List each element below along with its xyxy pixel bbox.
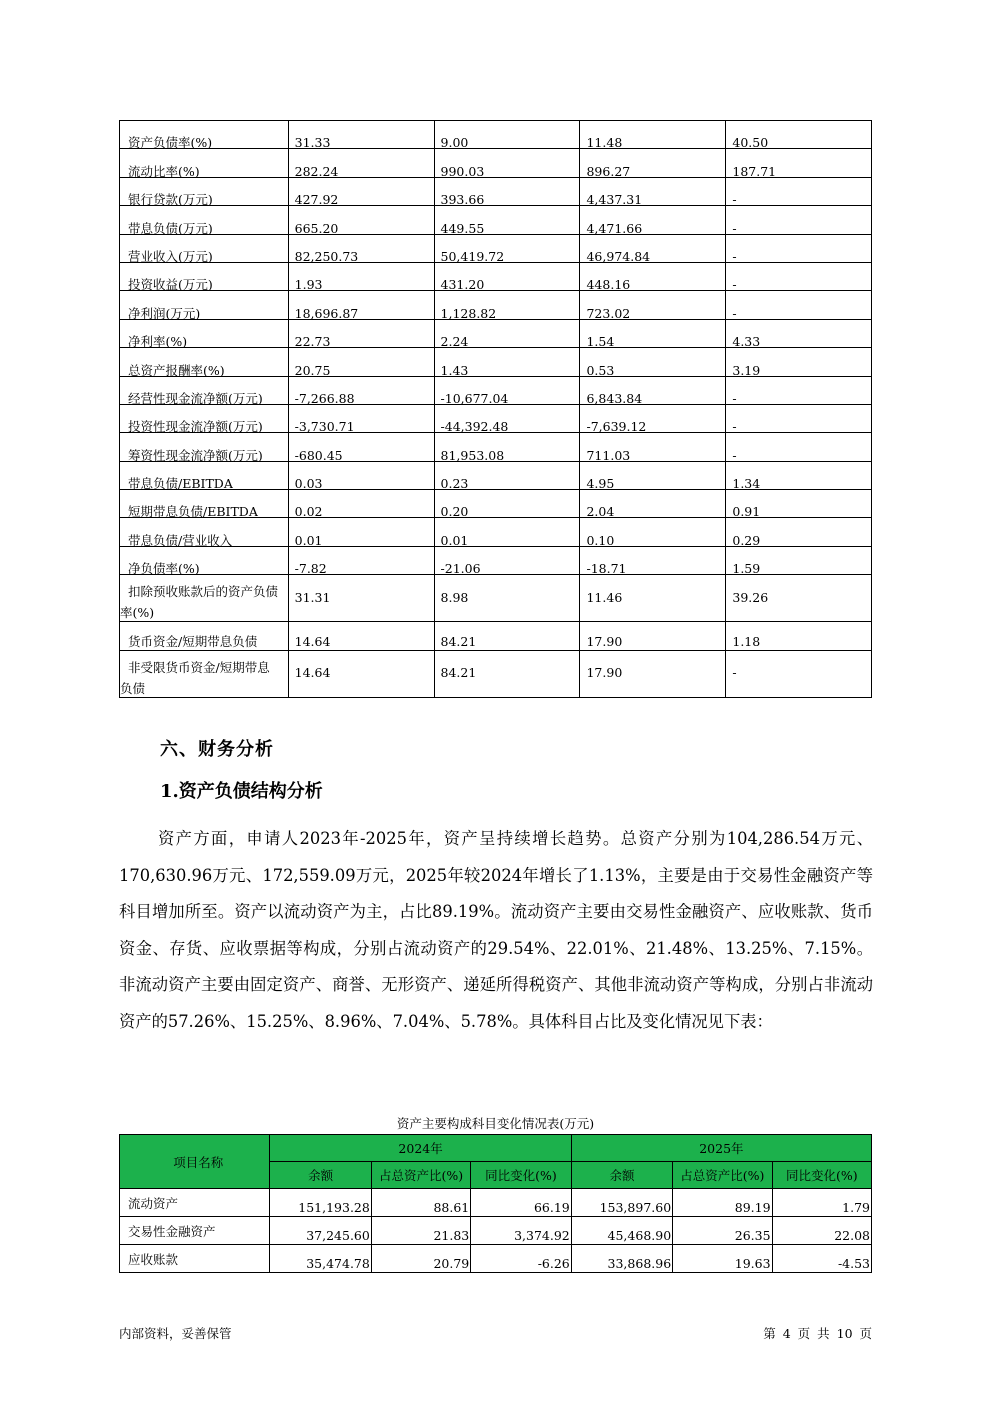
asset-value: -6.26 xyxy=(471,1245,572,1273)
metric-value: 84.21 xyxy=(434,650,580,697)
asset-value: 153,897.60 xyxy=(571,1189,672,1217)
table-row xyxy=(120,461,872,489)
metric-label xyxy=(120,490,289,518)
metric-label-text: 总资产报酬率(%) xyxy=(128,362,225,378)
metric-value xyxy=(726,461,872,492)
header-balance: 余额 xyxy=(270,1162,371,1189)
asset-value: 1.79 xyxy=(772,1189,871,1217)
metric-value: 11.46 xyxy=(580,575,726,622)
metric-value xyxy=(580,291,726,319)
table-row xyxy=(120,376,872,404)
metric-value xyxy=(434,518,580,546)
metric-value-text: -7,639.12 xyxy=(586,419,647,435)
metric-value-text: 2.24 xyxy=(440,334,469,350)
metric-value-text: 449.55 xyxy=(440,220,485,236)
metric-value xyxy=(726,121,872,149)
metric-value-text: 0.02 xyxy=(294,504,323,520)
metric-value: 1.18 xyxy=(726,622,872,650)
analysis-paragraph: 资产方面，申请人2023年-2025年，资产呈持续增长趋势。总资产分别为104,286.54万元、170,630.96万元、172,559.09万元，2025年较2024年增长了1.13%，主要是由于交易性金融资产等科目增加所至。资产以流动资产为主，占比89.19%。流动资产主要由交易性金融资产、应收账款、货币资金、存货、应收票据等构成，分别占流动资产的29.54%、22.01%、21.48%、13.25%、7.15%。非流动资产主要由固定资产、商誉、无形资产、递延所得税资产、其他非流动资产等构成，分别占非流动资产的57.26%、15.25%、8.96%、7.04%、5.78%。具体科目占比及变化情况见下表： xyxy=(119,829,873,1031)
metric-value-text: - xyxy=(732,447,737,463)
table-row xyxy=(120,262,872,290)
metric-value-text: 0.91 xyxy=(732,504,761,520)
metric-value-text: 4,437.31 xyxy=(586,192,643,208)
metric-value xyxy=(288,490,434,518)
metric-value-text: 1.59 xyxy=(732,561,761,577)
metric-value xyxy=(726,291,872,319)
asset-value: 20.79 xyxy=(371,1245,470,1273)
metric-value xyxy=(434,262,580,293)
table-row xyxy=(120,291,872,319)
metric-value-text: 0.10 xyxy=(586,532,615,548)
metric-value: 84.21 xyxy=(434,622,580,650)
metric-value-text: 282.24 xyxy=(294,163,339,179)
metric-value: 8.98 xyxy=(434,575,580,622)
metric-label xyxy=(120,348,289,376)
metric-value-text: -3,730.71 xyxy=(294,419,355,435)
metric-label-text: 流动比率(%) xyxy=(128,163,200,179)
metric-label-text: 银行贷款(万元) xyxy=(128,192,213,208)
metric-value xyxy=(580,206,726,234)
metric-value-text: - xyxy=(732,305,737,321)
asset-value: 45,468.90 xyxy=(571,1217,672,1245)
asset-item-name: 应收账款 xyxy=(120,1245,270,1273)
metric-value-text: 22.73 xyxy=(294,334,331,350)
asset-value: 3,374.92 xyxy=(471,1217,572,1245)
table-row xyxy=(120,234,872,262)
metric-value-text: 0.01 xyxy=(440,532,469,548)
metric-label-text: 投资收益(万元) xyxy=(128,277,213,293)
metric-value-text: 1.54 xyxy=(586,334,615,350)
metric-label-text: 带息负债/营业收入 xyxy=(128,532,233,548)
metric-value-text: 0.29 xyxy=(732,532,761,548)
metric-value xyxy=(726,433,872,461)
metric-value-text: 31.33 xyxy=(294,135,331,151)
metric-value xyxy=(288,291,434,319)
metric-value-text: -44,392.48 xyxy=(440,419,509,435)
metric-value-text: 393.66 xyxy=(440,192,485,208)
metric-value-text: 9.00 xyxy=(440,135,469,151)
metric-label xyxy=(120,206,289,234)
metrics-table-body xyxy=(120,121,872,698)
metric-value-text: 0.23 xyxy=(440,476,469,492)
metric-value-text: 1,128.82 xyxy=(440,305,497,321)
asset-value: 89.19 xyxy=(673,1189,772,1217)
table-row xyxy=(120,149,872,177)
table-row xyxy=(120,1217,872,1245)
metric-value xyxy=(580,348,726,376)
metric-value: 14.64 xyxy=(288,650,434,697)
asset-value: 66.19 xyxy=(471,1189,572,1217)
metric-value-text: 46,974.84 xyxy=(586,248,651,264)
footer-page-number: 第 4 页 共 10 页 xyxy=(763,1326,872,1341)
metric-value-text: -7,266.88 xyxy=(294,390,355,406)
metric-value xyxy=(580,490,726,518)
metric-label-text: 带息负债/EBITDA xyxy=(128,476,233,492)
metric-value xyxy=(726,404,872,435)
asset-value: 35,474.78 xyxy=(270,1245,371,1273)
asset-value: 33,868.96 xyxy=(571,1245,672,1273)
metric-value xyxy=(580,546,726,577)
metric-label-text: 短期带息负债/EBITDA xyxy=(128,504,258,520)
metric-value-text: -21.06 xyxy=(440,561,481,577)
table-row xyxy=(120,1189,872,1217)
metric-value-text: 1.93 xyxy=(294,277,323,293)
metric-label xyxy=(120,149,289,177)
metric-value-text: 723.02 xyxy=(586,305,631,321)
table-row xyxy=(120,121,872,149)
metric-value xyxy=(726,177,872,208)
metric-value-text: 50,419.72 xyxy=(440,248,505,264)
metric-value-text: 40.50 xyxy=(732,135,769,151)
metric-value-text: 3.19 xyxy=(732,362,761,378)
metric-value xyxy=(726,546,872,577)
metric-value-text: 431.20 xyxy=(440,277,485,293)
metric-value xyxy=(434,291,580,319)
metric-value xyxy=(580,262,726,293)
metric-label xyxy=(120,177,289,208)
metric-value xyxy=(434,404,580,435)
table-row xyxy=(120,490,872,518)
header-balance: 余额 xyxy=(571,1162,672,1189)
table-row xyxy=(120,1245,872,1273)
metric-value-text: 18,696.87 xyxy=(294,305,359,321)
metric-value xyxy=(434,206,580,234)
metric-label xyxy=(120,461,289,492)
metric-value xyxy=(726,149,872,177)
asset-table-title: 资产主要构成科目变化情况表(万元) xyxy=(396,1116,595,1131)
metric-value xyxy=(288,234,434,262)
metric-value-text: 0.03 xyxy=(294,476,323,492)
metric-value-text: - xyxy=(732,419,737,435)
metric-value-text: - xyxy=(732,390,737,406)
metric-value-text: - xyxy=(732,220,737,236)
metric-label-text: 经营性现金流净额(万元) xyxy=(128,390,263,406)
metric-value: 17.90 xyxy=(580,622,726,650)
metric-value xyxy=(434,177,580,208)
asset-table-body xyxy=(120,1135,872,1273)
metric-value xyxy=(288,206,434,234)
metric-value-text: 0.53 xyxy=(586,362,615,378)
metric-label-text: 筹资性现金流净额(万元) xyxy=(128,447,263,463)
metric-label: 货币资金/短期带息负债 xyxy=(120,622,289,650)
metric-label-line-1: 非受限货币资金/短期带息 xyxy=(128,659,270,675)
metric-value-text: 20.75 xyxy=(294,362,331,378)
metric-value-text: 990.03 xyxy=(440,163,485,179)
metric-value xyxy=(726,490,872,518)
metric-value xyxy=(580,376,726,404)
metric-value xyxy=(580,234,726,262)
metric-label-text: 净利润(万元) xyxy=(128,305,201,321)
asset-composition-table xyxy=(119,1134,872,1273)
metric-label xyxy=(120,234,289,262)
metric-label-text: 净利率(%) xyxy=(128,334,188,350)
metric-value xyxy=(434,234,580,262)
metric-value xyxy=(580,319,726,350)
metric-label-text: 资产负债率(%) xyxy=(128,135,213,151)
metric-value xyxy=(580,404,726,435)
metric-value xyxy=(580,433,726,461)
metric-value xyxy=(580,177,726,208)
metric-value-text: 4.95 xyxy=(586,476,615,492)
header-share: 占总资产比(%) xyxy=(371,1162,470,1189)
table-header-row xyxy=(120,1135,872,1162)
metric-value-text: 4,471.66 xyxy=(586,220,643,236)
metric-value xyxy=(726,518,872,546)
metric-value xyxy=(288,376,434,404)
metric-value-text: 448.16 xyxy=(586,277,631,293)
metric-value-text: 11.48 xyxy=(586,135,623,151)
metric-label-text: 营业收入(万元) xyxy=(128,248,213,264)
metric-value xyxy=(434,149,580,177)
metric-label-line-2: 率(%) xyxy=(120,605,155,621)
subsection-title: 1.资产负债结构分析 xyxy=(160,781,323,802)
header-year-2024: 2024年 xyxy=(270,1135,571,1162)
metric-value xyxy=(580,518,726,546)
metric-value xyxy=(288,404,434,435)
asset-value: -4.53 xyxy=(772,1245,871,1273)
asset-value: 88.61 xyxy=(371,1189,470,1217)
metric-value xyxy=(288,262,434,293)
metric-label-text: 投资性现金流净额(万元) xyxy=(128,419,263,435)
metric-value xyxy=(434,461,580,492)
table-row xyxy=(120,518,872,546)
metric-value xyxy=(288,149,434,177)
metric-value xyxy=(726,376,872,404)
metric-label xyxy=(120,546,289,577)
metric-value xyxy=(434,376,580,404)
metric-value-text: -680.45 xyxy=(294,447,343,463)
asset-value: 19.63 xyxy=(673,1245,772,1273)
metric-label-text: 净负债率(%) xyxy=(128,561,200,577)
table-row xyxy=(120,650,872,697)
asset-value: 37,245.60 xyxy=(270,1217,371,1245)
metric-value-text: 427.92 xyxy=(294,192,339,208)
metric-label xyxy=(120,650,289,697)
metric-label xyxy=(120,121,289,149)
metric-value-text: 81,953.08 xyxy=(440,447,505,463)
metric-label xyxy=(120,376,289,404)
metric-label-line-2: 负债 xyxy=(120,680,146,696)
header-share: 占总资产比(%) xyxy=(673,1162,772,1189)
metric-value-text: -7.82 xyxy=(294,561,327,577)
metric-label xyxy=(120,518,289,546)
metric-value-text: 665.20 xyxy=(294,220,339,236)
metric-value xyxy=(434,546,580,577)
metric-value: 17.90 xyxy=(580,650,726,697)
metric-label-line-1: 扣除预收账款后的资产负债 xyxy=(128,584,279,600)
metric-value xyxy=(434,319,580,350)
metric-label xyxy=(120,575,289,622)
metric-value xyxy=(288,177,434,208)
asset-value: 26.35 xyxy=(673,1217,772,1245)
metric-value: - xyxy=(726,650,872,697)
metric-value xyxy=(434,348,580,376)
table-row xyxy=(120,433,872,461)
metric-value-text: 711.03 xyxy=(586,447,631,463)
metric-label xyxy=(120,404,289,435)
metric-value xyxy=(580,461,726,492)
header-year-2025: 2025年 xyxy=(571,1135,871,1162)
table-row xyxy=(120,319,872,347)
table-row xyxy=(120,546,872,574)
metric-value-text: - xyxy=(732,248,737,264)
metric-value xyxy=(434,121,580,149)
metric-value: 14.64 xyxy=(288,622,434,650)
metric-value xyxy=(288,433,434,461)
metric-label-text: 带息负债(万元) xyxy=(128,220,213,236)
metric-value-text: 0.20 xyxy=(440,504,469,520)
metric-value xyxy=(726,206,872,234)
metric-value xyxy=(580,149,726,177)
footer-confidential-note: 内部资料，妥善保管 xyxy=(119,1326,232,1341)
asset-value: 21.83 xyxy=(371,1217,470,1245)
metric-value xyxy=(288,518,434,546)
financial-metrics-table xyxy=(119,120,872,698)
table-row xyxy=(120,575,872,622)
metric-value xyxy=(288,546,434,577)
metric-value xyxy=(434,433,580,461)
metric-value-text: 187.71 xyxy=(732,163,777,179)
asset-item-name: 交易性金融资产 xyxy=(120,1217,270,1245)
metric-value-text: -10,677.04 xyxy=(440,390,509,406)
metric-value-text: - xyxy=(732,192,737,208)
metric-value xyxy=(434,490,580,518)
asset-item-name: 流动资产 xyxy=(120,1189,270,1217)
metric-label xyxy=(120,262,289,293)
metric-value xyxy=(288,319,434,350)
header-yoy: 同比变化(%) xyxy=(471,1162,572,1189)
table-row xyxy=(120,622,872,650)
metric-value xyxy=(288,348,434,376)
metric-value-text: -18.71 xyxy=(586,561,627,577)
metric-value xyxy=(726,234,872,262)
metric-value-text: 2.04 xyxy=(586,504,615,520)
metric-value-text: 4.33 xyxy=(732,334,761,350)
section-title: 六、财务分析 xyxy=(160,739,274,760)
table-row xyxy=(120,348,872,376)
metric-value: 39.26 xyxy=(726,575,872,622)
metric-value-text: - xyxy=(732,277,737,293)
metric-label xyxy=(120,319,289,350)
metric-value-text: 0.01 xyxy=(294,532,323,548)
header-yoy: 同比变化(%) xyxy=(772,1162,871,1189)
metric-label xyxy=(120,291,289,319)
metric-value xyxy=(726,348,872,376)
metric-value: 31.31 xyxy=(288,575,434,622)
metric-value-text: 1.34 xyxy=(732,476,761,492)
metric-value xyxy=(288,121,434,149)
table-row xyxy=(120,206,872,234)
header-item-name: 项目名称 xyxy=(120,1135,270,1189)
table-row xyxy=(120,404,872,432)
metric-value xyxy=(726,262,872,293)
table-row xyxy=(120,177,872,205)
metric-value xyxy=(580,121,726,149)
asset-value: 151,193.28 xyxy=(270,1189,371,1217)
metric-value-text: 1.43 xyxy=(440,362,469,378)
metric-label xyxy=(120,433,289,461)
metric-value xyxy=(288,461,434,492)
metric-value-text: 896.27 xyxy=(586,163,631,179)
asset-value: 22.08 xyxy=(772,1217,871,1245)
metric-value-text: 6,843.84 xyxy=(586,390,643,406)
metric-value xyxy=(726,319,872,350)
metric-value-text: 82,250.73 xyxy=(294,248,359,264)
